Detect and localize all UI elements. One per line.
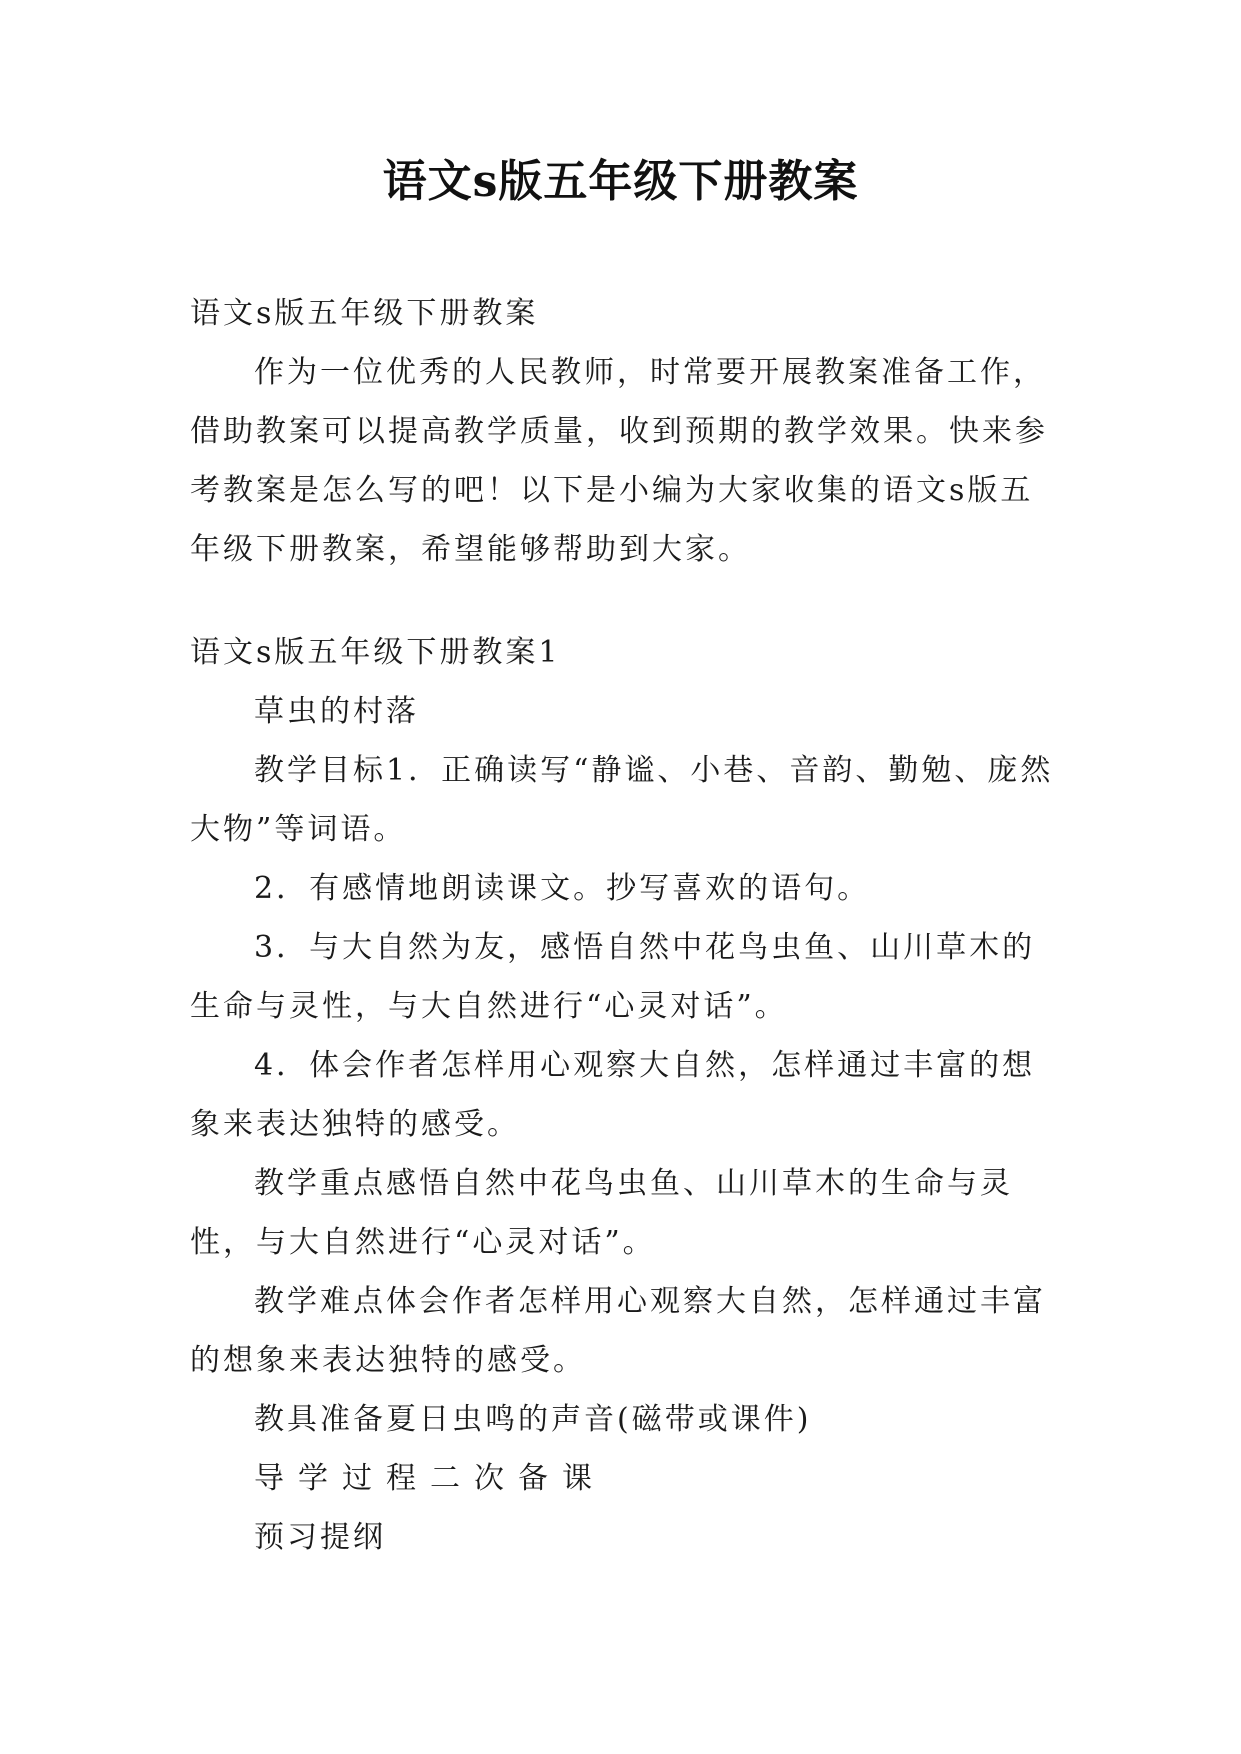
teaching-goal-1: 教学目标1．正确读写“静谧、小巷、音韵、勤勉、庞然大物”等词语。	[190, 753, 1054, 847]
teaching-difficulty: 教学难点体会作者怎样用心观察大自然，怎样通过丰富的想象来表达独特的感受。	[190, 1284, 1046, 1378]
teaching-key-point: 教学重点感悟自然中花鸟虫鱼、山川草木的生命与灵性，与大自然进行“心灵对话”。	[190, 1166, 1013, 1260]
document-body	[190, 284, 1056, 1567]
paragraph-spacer	[190, 579, 1056, 623]
section-heading: 语文s版五年级下册教案1	[190, 635, 561, 670]
teaching-goal-4: 4．体会作者怎样用心观察大自然，怎样通过丰富的想象来表达独特的感受。	[190, 1048, 1036, 1142]
teaching-goal-2: 2．有感情地朗读课文。抄写喜欢的语句。	[254, 871, 871, 906]
subtitle: 语文s版五年级下册教案	[190, 296, 539, 331]
teaching-goal-3: 3．与大自然为友，感悟自然中花鸟虫鱼、山川草木的生命与灵性，与大自然进行“心灵对话”。	[190, 930, 1036, 1024]
lesson-title: 草虫的村落	[254, 694, 419, 729]
preview-outline-heading: 预习提纲	[254, 1520, 386, 1555]
guided-process-heading: 导学过程二次备课	[254, 1461, 606, 1496]
teaching-materials: 教具准备夏日虫鸣的声音(磁带或课件)	[254, 1402, 812, 1437]
document-title: 语文s版五年级下册教案	[382, 156, 859, 207]
intro-paragraph: 作为一位优秀的人民教师，时常要开展教案准备工作，借助教案可以提高教学质量，收到预期的教学效果。快来参考教案是怎么写的吧！以下是小编为大家收集的语文s版五年级下册教案，希望能够帮助到大家。	[190, 355, 1048, 567]
